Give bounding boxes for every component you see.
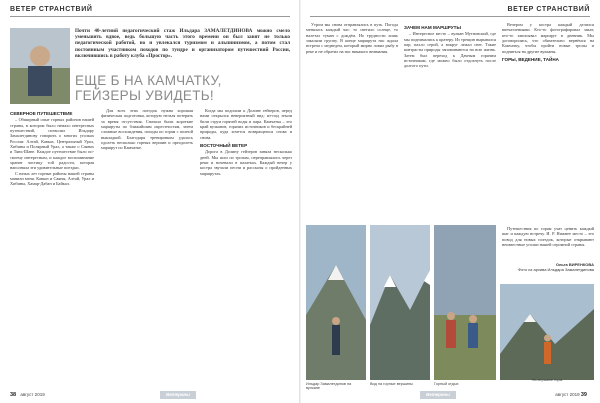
subheading: ВОСТОЧНЫЙ ВЕТЕР [200,143,248,149]
issue-date: август 2019 [555,392,580,397]
right-page [300,0,600,403]
article-headline: ЕЩЕ Б НА КАМЧАТКУ, ГЕЙЗЕРЫ УВИДЕТЬ! [75,73,222,103]
subheading: ЗАЧЕМ НАМ МАРШРУТЫ [404,25,461,30]
rubric-divider [310,16,590,17]
rubric-divider [10,16,290,17]
right-column-3 [502,22,594,222]
magazine-logo: Ветераны [160,391,196,399]
photo-caption: На вершине горы [531,378,563,382]
photo-rest [434,225,496,380]
subheading: ГОРЫ, ВЕДЕНИЕ, ТАЙНА [502,57,559,63]
left-column-3 [200,108,292,384]
paragraph: С юных лет горные районы нашей страны манили меня. Кавказ и Саяны, Алтай, Урал и Хибины, Хамар-Дабан и Байкал. [10,170,94,187]
photo-credit: Фото из архива Ильдара Замалетдинова [518,267,594,272]
paragraph: Дорога в Долину гейзеров заняла несколько дней. Мы шли по тропам, переправлялись через реки и ночевали в палатках. Каждый вечер у костра звучали песни и рассказы о пройденных маршрутах. [200,149,292,176]
page-number: 38 [10,392,17,398]
author-name: Ольга ВИРЕНКОВА [555,262,594,267]
photo-caption: Горный отдых [434,382,459,386]
photo-mountain [306,225,366,380]
paragraph: Утром мы снова отправлялись в путь. Погода менялась каждый час: то светило солнце, то налетал туман с дождём. Но трудности лишь закаляли группу. В конце маршрута нас ждала встреча с медведем, который мирно ловил рыбу в реке и не обратил на нас никакого внимания. [306,22,398,54]
footer-left [10,392,45,398]
photo-caption: Ильдар Замалетдинов на вулкане [306,382,352,391]
section-rubric: ВЕТЕР СТРАНСТВИЙ [10,6,93,13]
photo-peaks [370,225,430,380]
portrait-photo [10,28,70,104]
article-intro: Почти 40-летний педагогический стаж Ильдара ЗАМАЛЕТДИНОВА можно смело уменьшить вдвое, ведь большую часть этого времени он был занят не только педагогической работой, но и увлекался туризмом и альпинизмом, а потом стал постоянным участником походов по тундре и организатором путешествий России, включившись в работу клуба «Простор». [75,28,290,59]
right-column-1 [306,22,398,222]
paragraph: – Интересное место – вулкан Мутновский, где мы поднимались к кратеру. Из трещин вырывался пар, пахло серой, а вокруг лежал снег. Такие контрасты природы запоминаются на всю жизнь. Затем был переход к Дачным горячим источникам, где можно было отдохнуть после долгого пути. [404,31,496,69]
paragraph: Когда мы подошли к Долине гейзеров, перед нами открылся невероятный вид: из-под земли били струи горячей воды и пара. Камчатка – это край вулканов, горячих источников и бескрайней природы, куда хочется возвращаться снова и снова. [200,108,292,140]
left-column-1 [10,108,94,384]
issue-date: август 2019 [20,392,45,397]
paragraph: – Обширный опыт горных районов нашей страны, в котором было немало интересных путешествий, позволил Ильдару Замалетдинову говорить о многих уголках России: Алтай, Кавказ, Центральный Урал, Хибины и Полярный Урал, а также о Саянах и Тянь-Шане. Каждое путешествие было по-своему интересным, и каждое воспоминание хранит частицу той радости, которая наполняла эти удивительные поездки. [10,117,94,171]
paragraph: Для всех этих поездок нужна хорошая физическая подготовка, которую нельзя потерять за время отсутствия. Сначала были короткие маршруты по ближайшим окрестностям, затем сложные восхождения, походы по горам с полной выкладкой. Благодаря тренировкам удалось одолеть несколько горных вершин и преодолеть маршрут по Камчатке. [101,108,193,151]
paragraph: Путешествия по горам учат ценить каждый шаг и каждую встречу. И. Р. Нижнее место – это повод для новых поездок, которые открывают неизвестные уголки нашей огромной страны. [502,226,594,248]
subheading: СЕВЕРНОЕ ПУТЕШЕСТВИЕ [10,111,73,116]
footer-right [555,392,590,398]
paragraph: Вечером у костра каждый делился впечатлениями. Кто-то фотографировал закат, кто-то записывал маршрут в дневник. Мы договорились, что обязательно вернёмся на Камчатку, чтобы пройти новые тропы и подняться на другие вулканы. [502,22,594,54]
section-rubric: ВЕТЕР СТРАНСТВИЙ [507,6,590,13]
author-credit [502,262,594,272]
closing-note [502,226,594,247]
photo-summit [500,284,594,380]
photo-caption: Вид на горные вершины [370,382,413,386]
magazine-logo: Ветераны [420,391,456,399]
left-column-2 [101,108,193,384]
right-column-2 [404,22,496,222]
page-number: 39 [580,392,587,398]
